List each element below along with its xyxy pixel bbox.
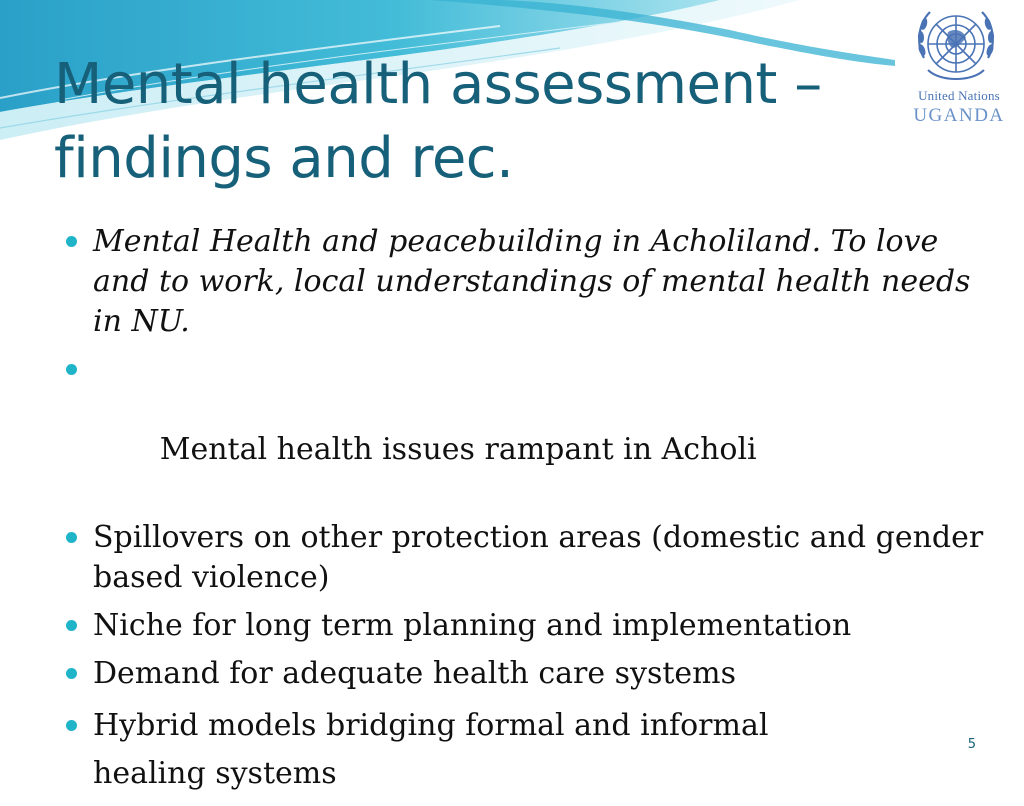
slide-title: Mental health assessment – findings and rec. xyxy=(54,52,822,191)
bullet-text: Mental Health and peacebuilding in Acholiland. To love and to work, local understandings of mental health needs in NU. xyxy=(93,224,971,339)
list-item xyxy=(66,606,986,646)
bullet-dot-icon xyxy=(66,620,77,631)
bullet-text: Niche for long term planning and implementation xyxy=(93,608,852,643)
list-item xyxy=(66,654,986,694)
bullet-dot-icon xyxy=(66,720,77,731)
bullet-dot-icon xyxy=(66,236,77,247)
bullet-text: Hybrid models bridging formal and informal healing systems xyxy=(93,708,769,791)
bullet-dot-icon xyxy=(66,364,77,375)
bullet-dot-icon xyxy=(66,532,77,543)
un-uganda-logo xyxy=(900,4,1018,128)
bullet-text: Demand for adequate health care systems xyxy=(93,656,737,691)
page-number: 5 xyxy=(967,737,976,752)
logo-country-text: UGANDA xyxy=(913,105,1005,126)
list-item xyxy=(66,702,986,798)
list-item xyxy=(66,222,986,342)
bullet-dot-icon xyxy=(66,668,77,679)
un-emblem-icon xyxy=(910,4,1002,90)
logo-org-text: United Nations xyxy=(918,88,1000,103)
bullet-text: Mental health issues rampant in Acholi xyxy=(150,432,757,467)
list-item xyxy=(66,518,986,598)
list-item xyxy=(66,350,986,510)
bullet-text: Spillovers on other protection areas (domestic and gender based violence) xyxy=(93,520,984,595)
bullet-list xyxy=(66,222,986,806)
